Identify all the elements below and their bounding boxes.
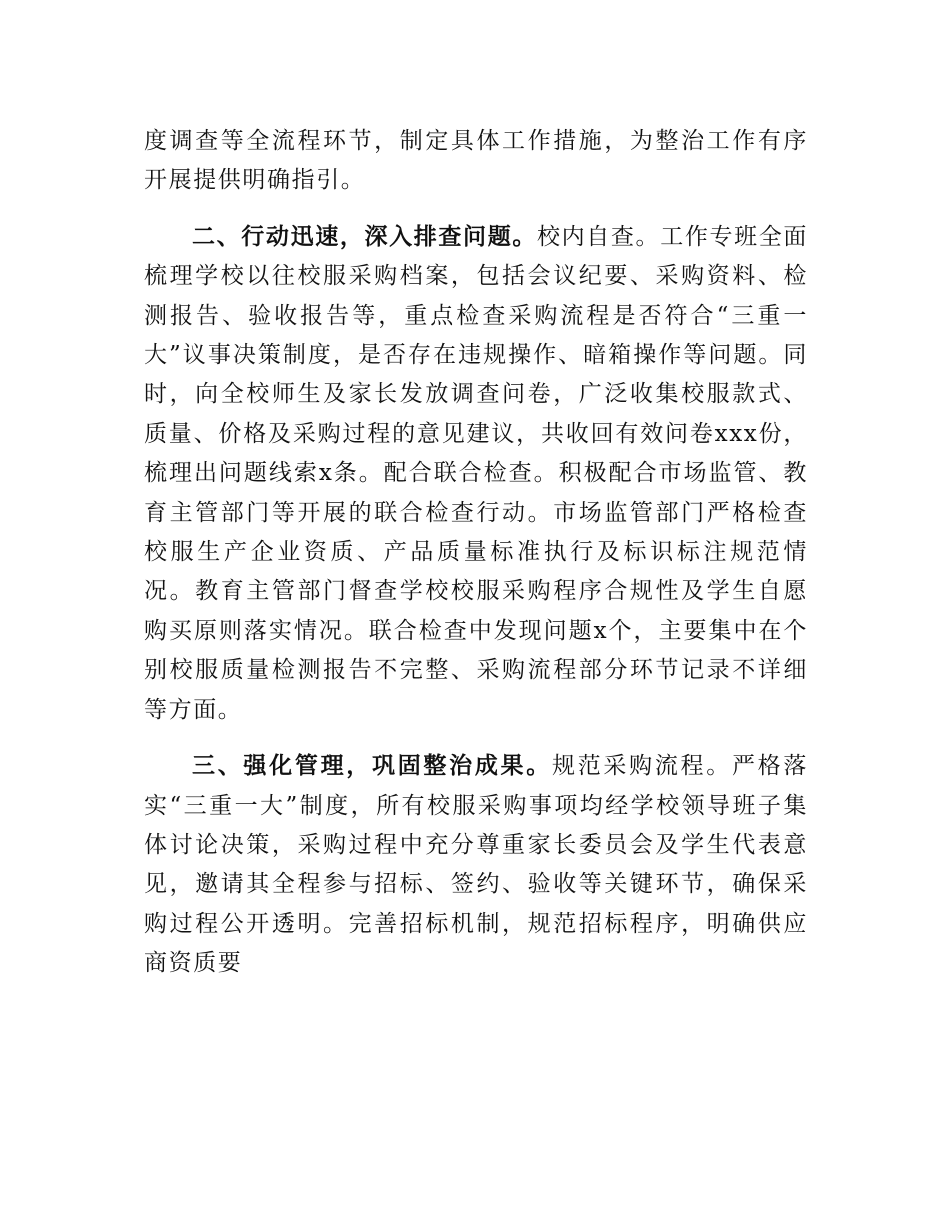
paragraph-section-two <box>144 218 808 730</box>
document-page <box>144 122 808 984</box>
paragraph-continuation <box>144 122 808 201</box>
paragraph-section-three <box>144 747 808 983</box>
paragraph-text: 校内自查。工作专班全面梳理学校以往校服采购档案，包括会议纪要、采购资料、检测报告、验收报告等，重点检查采购流程是否符合“三重一大”议事决策制度，是否存在违规操作、暗箱操作等问题。同时，向全校师生及家长发放调查问卷，广泛收集校服款式、质量、价格及采购过程的意见建议，共收回有效问卷xxx份，梳理出问题线索x条。配合联合检查。积极配合市场监管、教育主管部门等开展的联合检查行动。市场监管部门严格检查校服生产企业资质、产品质量标准执行及标识标注规范情况。教育主管部门督查学校校服采购程序合规性及学生自愿购买原则落实情况。联合检查中发现问题x个，主要集中在个别校服质量检测报告不完整、采购流程部分环节记录不详细等方面。 <box>144 223 808 723</box>
section-heading: 三、强化管理，巩固整治成果。 <box>192 753 552 780</box>
section-heading: 二、行动迅速，深入排查问题。 <box>192 223 537 250</box>
paragraph-text: 度调查等全流程环节，制定具体工作措施，为整治工作有序开展提供明确指引。 <box>144 128 808 194</box>
paragraph-text: 规范采购流程。严格落实“三重一大”制度，所有校服采购事项均经学校领导班子集体讨论决策，采购过程中充分尊重家长委员会及学生代表意见，邀请其全程参与招标、签约、验收等关键环节，确保采购过程公开透明。完善招标机制，规范招标程序，明确供应商资质要 <box>144 753 808 977</box>
